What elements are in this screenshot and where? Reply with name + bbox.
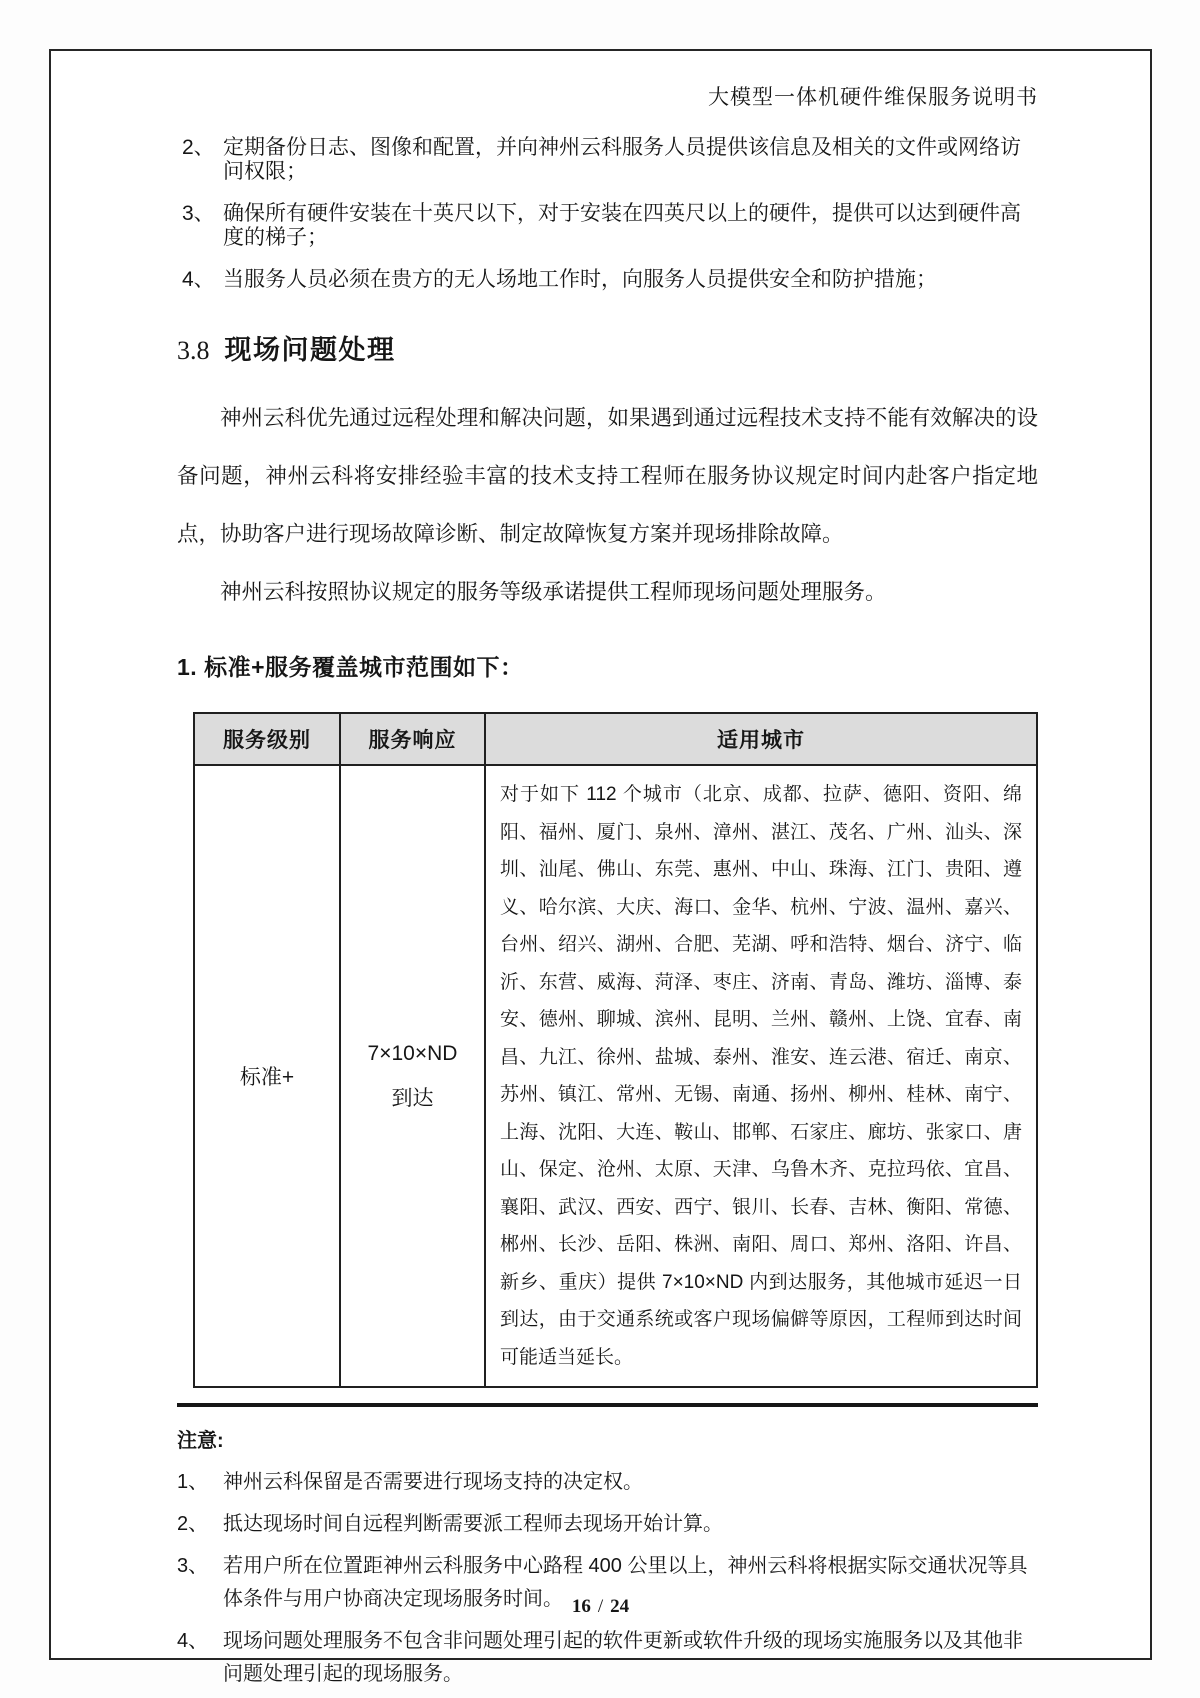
note-number: 2、	[177, 1513, 209, 1535]
page-number-separator: /	[597, 1596, 604, 1617]
applicable-cities-cell: 对于如下 112 个城市（北京、成都、拉萨、德阳、资阳、绵阳、福州、厦门、泉州、漳州、湛江、茂名、广州、汕头、深圳、汕尾、佛山、东莞、惠州、中山、珠海、江门、贵阳、遵义、哈尔滨、大庆、海口、金华、杭州、宁波、温州、嘉兴、台州、绍兴、湖州、合肥、芜湖、呼和浩特、烟台、济宁、临沂、东营、威海、菏泽、枣庄、济南、青岛、潍坊、淄博、泰安、德州、聊城、滨州、昆明、兰州、赣州、上饶、宜春、南昌、九江、徐州、盐城、泰州、淮安、连云港、宿迁、南京、苏州、镇江、常州、无锡、南通、扬州、柳州、桂林、南宁、上海、沈阳、大连、鞍山、邯郸、石家庄、廊坊、张家口、唐山、保定、沧州、太原、天津、乌鲁木齐、克拉玛依、宜昌、襄阳、武汉、西安、西宁、银川、长春、吉林、衡阳、常德、郴州、长沙、岳阳、株洲、南阳、周口、郑州、洛阳、许昌、新乡、重庆）提供 7×10×ND 内到达服务，其他城市延迟一日到达，由于交通系统或客户现场偏僻等原因，工程师到达时间可能适当延长。	[485, 765, 1037, 1387]
document-page	[49, 49, 1152, 1685]
doc-header-title: 大模型一体机硬件维保服务说明书	[708, 85, 1038, 109]
coverage-subheading: 1. 标准+服务覆盖城市范围如下：	[177, 654, 524, 680]
column-header-service-level: 服务级别	[194, 713, 340, 765]
note-item	[177, 1466, 1038, 1499]
section-heading	[177, 328, 1038, 367]
note-number: 4、	[177, 1630, 209, 1652]
note-text: 若用户所在位置距神州云科服务中心路程 400 公里以上，神州云科将根据实际交通状况等具体条件与用户协商决定现场服务时间。	[223, 1555, 1028, 1610]
list-item-number: 4、	[182, 268, 215, 291]
section-title: 现场问题处理	[224, 335, 396, 365]
note-number: 1、	[177, 1471, 209, 1493]
page-number-footer	[51, 1596, 1150, 1618]
note-text: 神州云科保留是否需要进行现场支持的决定权。	[223, 1471, 643, 1493]
list-item	[177, 202, 1038, 250]
body-paragraph: 神州云科按照协议规定的服务等级承诺提供工程师现场问题处理服务。	[220, 580, 887, 604]
note-text: 抵达现场时间自远程判断需要派工程师去现场开始计算。	[223, 1513, 723, 1535]
page-content	[51, 51, 1150, 1685]
service-response-cell	[340, 765, 485, 1387]
service-level-cell: 标准+	[194, 765, 340, 1387]
column-header-service-response: 服务响应	[340, 713, 485, 765]
body-paragraph: 神州云科优先通过远程处理和解决问题，如果遇到通过远程技术支持不能有效解决的设备问题，神州云科将安排经验丰富的技术支持工程师在服务协议规定时间内赴客户指定地点，协助客户进行现场故障诊断、制定故障恢复方案并现场排除故障。	[177, 406, 1038, 546]
list-item	[177, 268, 1038, 292]
list-item-text: 当服务人员必须在贵方的无人场地工作时，向服务人员提供安全和防护措施；	[223, 268, 937, 291]
current-page-number: 16	[571, 1596, 591, 1617]
list-item-number: 3、	[182, 202, 215, 225]
table-header-row	[194, 713, 1037, 765]
section-number: 3.8	[177, 336, 210, 365]
total-page-number: 24	[610, 1596, 630, 1617]
list-item-text: 定期备份日志、图像和配置，并向神州云科服务人员提供该信息及相关的文件或网络访问权限；	[223, 136, 1021, 183]
notes-divider-rule	[177, 1403, 1038, 1407]
list-item	[177, 136, 1038, 184]
table-row	[194, 765, 1037, 1387]
notes-list	[177, 1466, 1038, 1691]
note-number: 3、	[177, 1555, 209, 1577]
response-line: 到达	[391, 1087, 434, 1110]
service-coverage-table	[193, 712, 1038, 1388]
note-item	[177, 1508, 1038, 1541]
list-item-number: 2、	[182, 136, 215, 159]
column-header-applicable-cities: 适用城市	[485, 713, 1037, 765]
list-item-text: 确保所有硬件安装在十英尺以下，对于安装在四英尺以上的硬件，提供可以达到硬件高度的梯子；	[223, 202, 1021, 249]
note-item	[177, 1625, 1038, 1691]
note-text: 现场问题处理服务不包含非问题处理引起的软件更新或软件升级的现场实施服务以及其他非问题处理引起的现场服务。	[223, 1630, 1023, 1685]
obligation-list	[177, 136, 1038, 292]
notes-label: 注意:	[177, 1430, 224, 1452]
response-line: 7×10×ND	[367, 1042, 458, 1065]
